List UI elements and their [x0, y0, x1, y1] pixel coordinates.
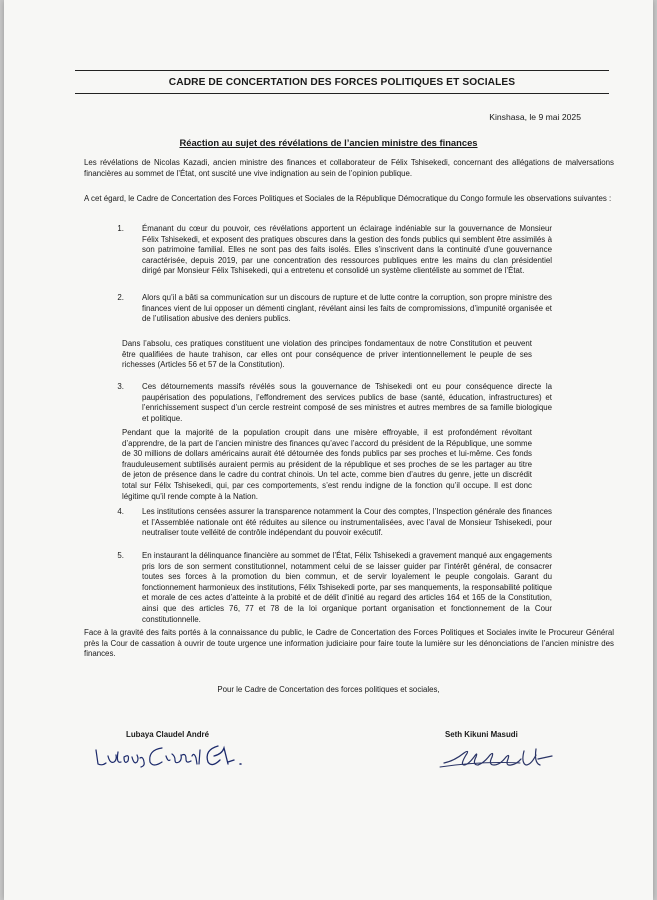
observation-text: Les institutions censées assurer la transparence notamment la Cour des comptes, l’Inspection générale des finances et l’Assemblée nationale ont été réduites au silence ou instrumentalisées, avec l’aval de Monsieur Tshisekedi, pour neutraliser toute velléité de contrôle indépendant du pouvoir exécutif. — [142, 507, 552, 538]
observation-3-paragraph-2: Pendant que la majorité de la population croupit dans une misère effroyable, il est profondément révoltant d’apprendre, de la part de l’ancien ministre des finances qu’avec l’accord du président de la République, une somme de 30 millions de dollars américains aurait été détournée des fonds publics par ses proches et lui-même. Ces fonds frauduleusement subtilisés auraient permis au président de la république et ses proches de se les partager au titre de jeton de présence dans le cadre du contrat chinois. Un tel acte, comme bien d’autres du genre, jette un discrédit total sur Félix Tshisekedi, qui, par ces comportements, s’est rendu indigne de la fonction qu’il occupe. Il est donc légitime qu’il rende compte à la Nation. — [122, 428, 532, 501]
observation-number: 4. — [117, 507, 124, 516]
observation-item-5 — [84, 551, 614, 625]
signoff-line: Pour le Cadre de Concertation des forces politiques et sociales, — [217, 685, 440, 694]
closing-paragraph: Face à la gravité des faits portés à la connaissance du public, le Cadre de Concertation des Forces Politiques et Sociales invite le Procureur Général près la Cour de cassation à ouvrir de toute urgence une information judiciaire pour faire toute la lumière sur les dénonciations de l’ancien ministre des finances. — [84, 628, 614, 659]
observation-item-3 — [84, 382, 614, 424]
signatory-name-left: Lubaya Claudel André — [126, 730, 210, 739]
observation-number: 1. — [117, 224, 124, 233]
observation-number: 5. — [117, 551, 124, 560]
observation-text: En instaurant la délinquance financière au sommet de l’État, Félix Tshisekedi a gravement manqué aux engagements pris lors de son serment constitutionnel, notamment celui de se laisser guider par l’intérêt général, de consacrer toutes ses forces à la promotion du bien commun, et de servir loyalement le peuple congolais. Garant du fonctionnement harmonieux des institutions, Félix Tshisekedi porte, par ses manquements, la responsabilité politique et morale de ces actes d’atteinte à la probité et de délit d’initié au regard des articles 164 et 165 de la Constitution, ainsi que des articles 76, 77 et 78 de la loi organique portant organisation et fonctionnement de la Cour constitutionnelle. — [142, 551, 552, 624]
observation-item-2 — [84, 293, 614, 325]
signatory-name-right: Seth Kikuni Masudi — [445, 730, 518, 739]
document-header — [75, 70, 609, 94]
observation-text: Alors qu’il a bâti sa communication sur un discours de rupture et de lutte contre la corruption, son propre ministre des finances vient de lui opposer un démenti cinglant, révélant ainsi les faits de compromissions, d’impunité organisée et de l’utilisation abusive des deniers publics. — [142, 293, 552, 324]
observation-number: 3. — [117, 382, 124, 391]
handwritten-signature-right — [438, 745, 556, 771]
organization-title: CADRE DE CONCERTATION DES FORCES POLITIQUES ET SOCIALES — [168, 76, 516, 88]
handwritten-signature-left — [92, 742, 252, 770]
observation-text: Émanant du cœur du pouvoir, ces révélations apportent un éclairage indéniable sur la gouvernance de Monsieur Félix Tshisekedi, et exposent des pratiques obscures dans la gestion des fonds publics qui semblent être assimilés à son patrimoine familial. Elles ne sont pas des faits isolés. Elles s’inscrivent dans la continuité d’une gouvernance caractérisée, depuis 2019, par une concentration des ressources publiques entre les mains du clan présidentiel dirigé par Monsieur Félix Tshisekedi, qui a entretenu et consolidé un système clientéliste au sommet de l’État. — [142, 224, 552, 276]
document-date: Kinshasa, le 9 mai 2025 — [489, 112, 581, 122]
observation-2-paragraph-2: Dans l’absolu, ces pratiques constituent une violation des principes fondamentaux de notre Constitution et peuvent être qualifiées de haute trahison, car elles ont pour conséquence de priver intentionnellement le peuple de ses richesses (Articles 56 et 57 de la Constitution). — [122, 339, 532, 370]
observation-item-1 — [84, 224, 614, 277]
observation-number: 2. — [117, 293, 124, 302]
intro-paragraph-1: Les révélations de Nicolas Kazadi, ancien ministre des finances et collaborateur de Félix Tshisekedi, concernant des allégations de malversations financières au sommet de l’État, ont suscité une vive indignation au sein de l’opinion publique. — [84, 158, 614, 178]
document-page — [4, 0, 653, 900]
intro-paragraph-2: A cet égard, le Cadre de Concertation des Forces Politiques et Sociales de la République Démocratique du Congo formule les observations suivantes : — [84, 194, 612, 203]
observation-item-4 — [84, 507, 614, 539]
document-subject: Réaction au sujet des révélations de l’ancien ministre des finances — [179, 137, 478, 148]
observation-text: Ces détournements massifs révélés sous la gouvernance de Tshisekedi ont eu pour conséquence directe la paupérisation des populations, l’effondrement des services publics de base (santé, éducation, infrastructures) et l’enrichissement suspect d’un cercle restreint composé de ses ministres et autres membres de sa famille biologique et politique. — [142, 382, 552, 423]
